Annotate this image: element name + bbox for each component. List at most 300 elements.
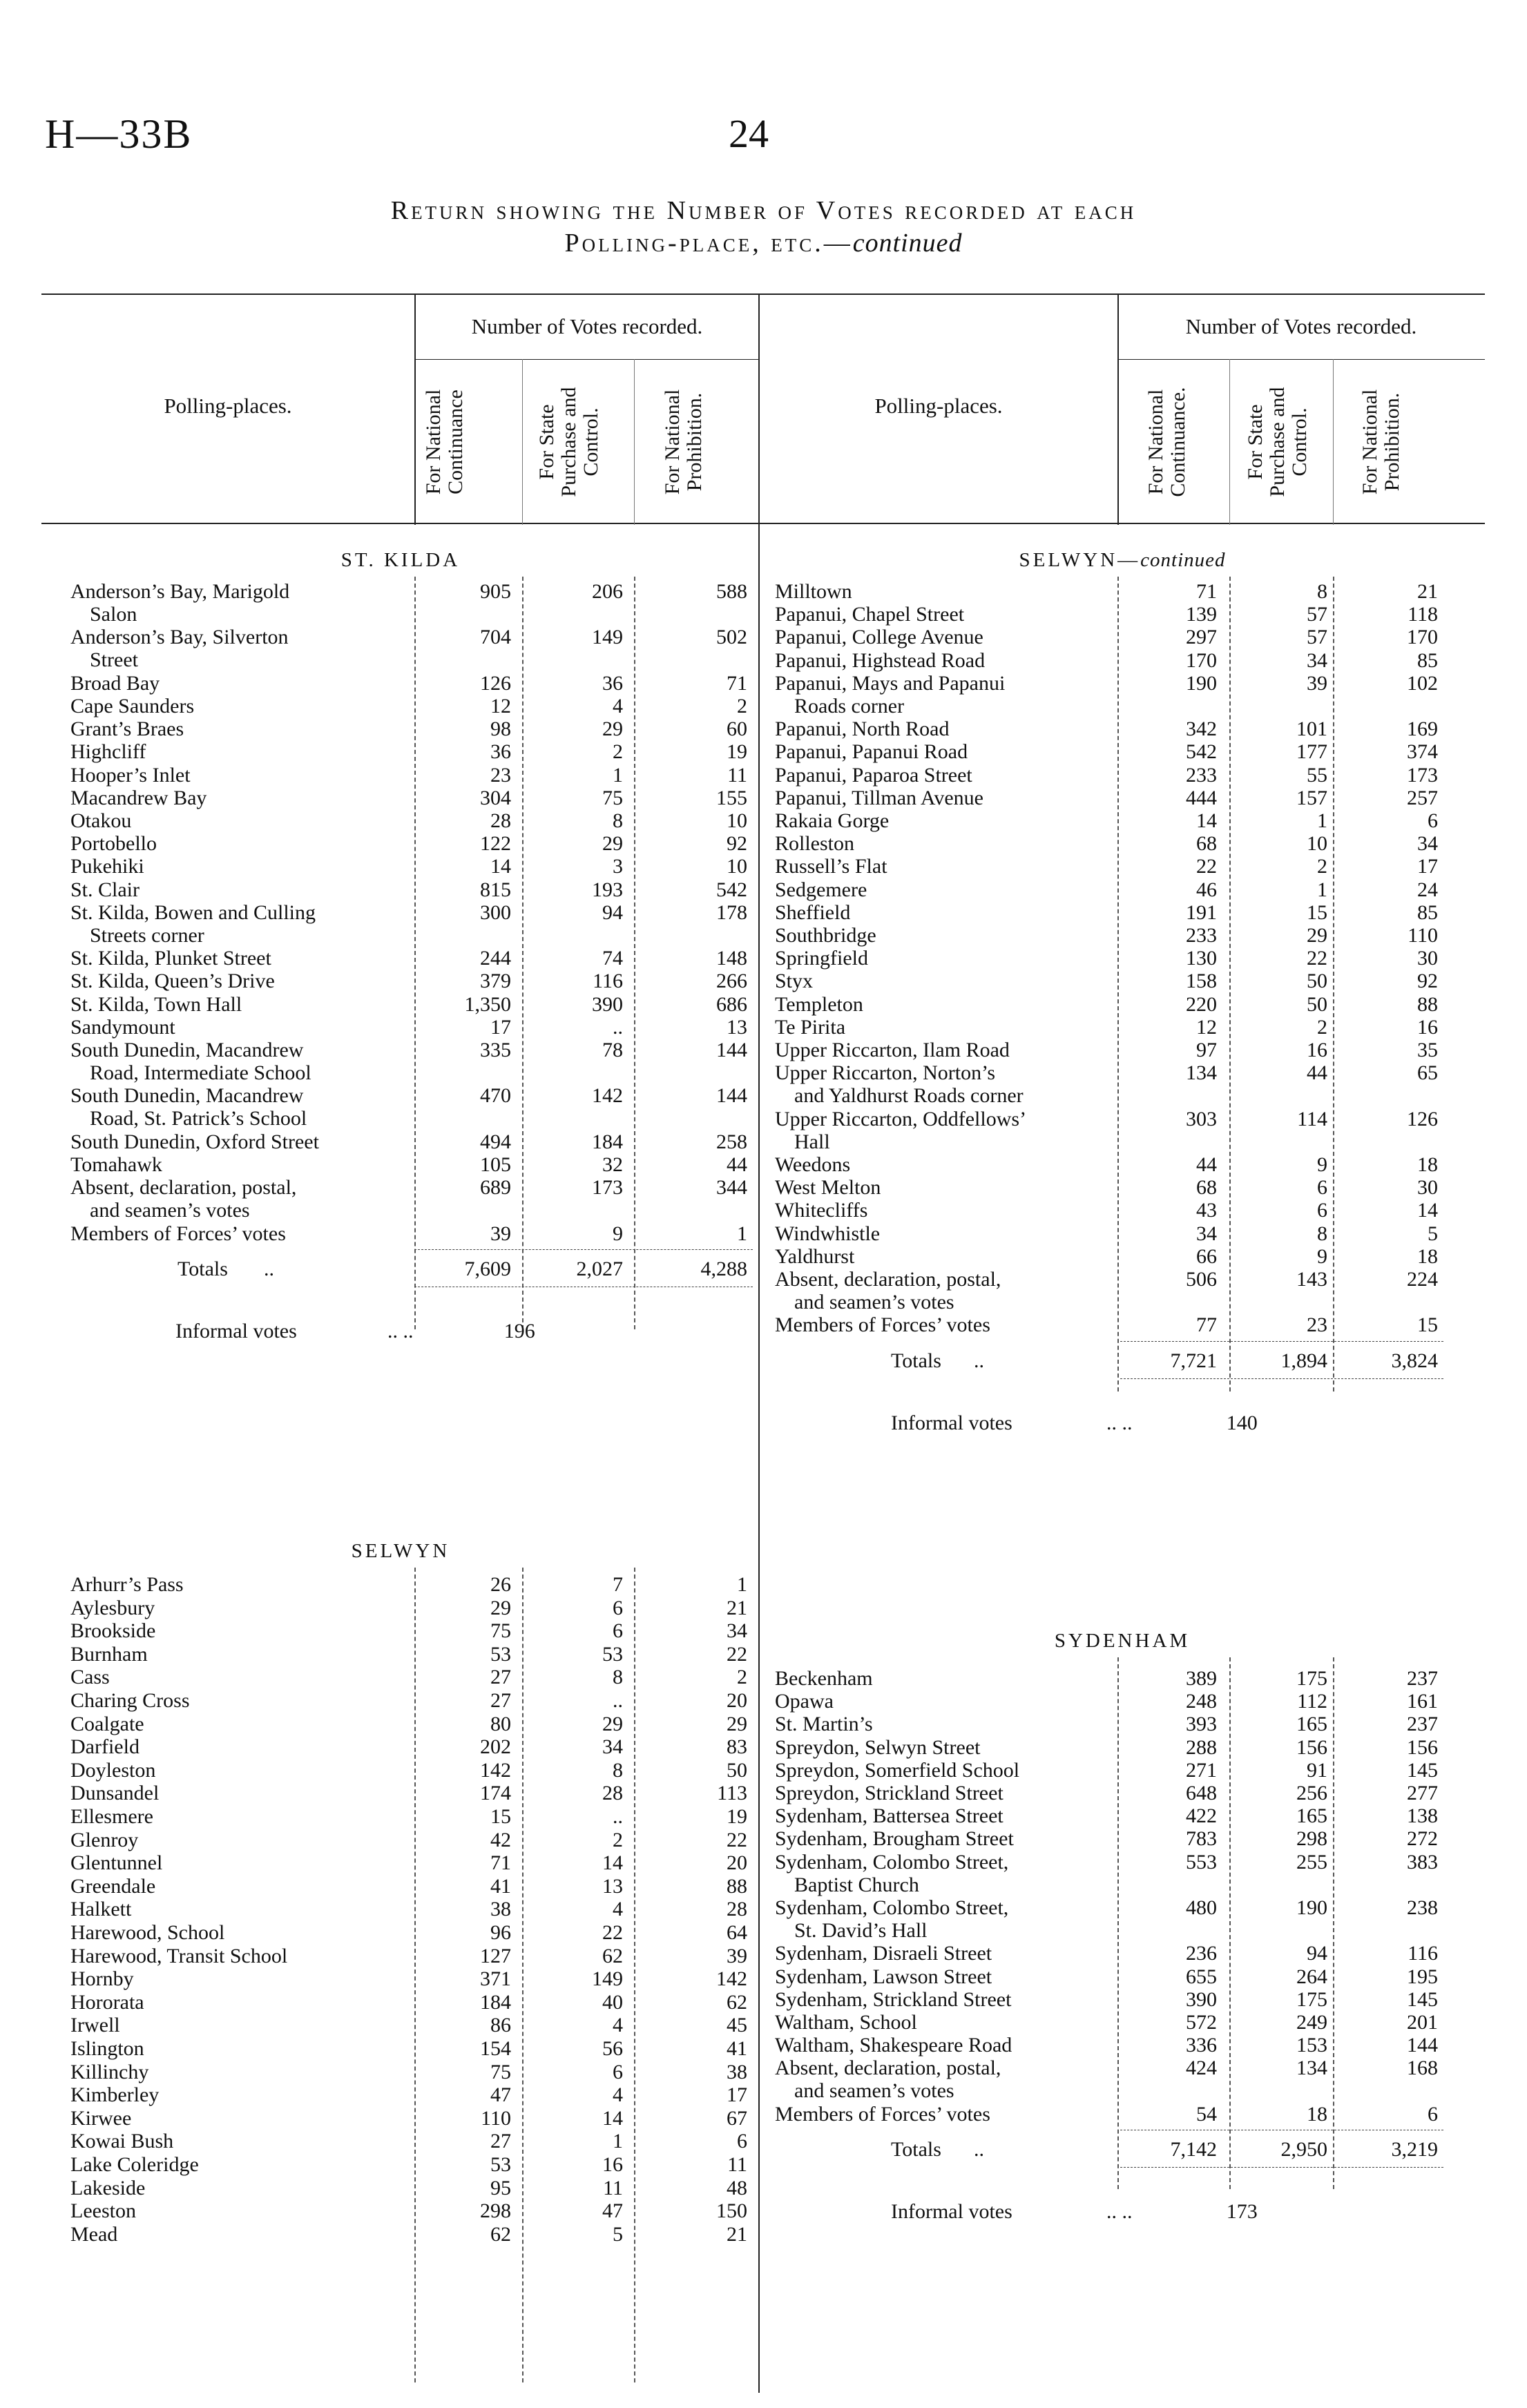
state-control-votes: 6 (1317, 1176, 1327, 1200)
table-row (70, 2153, 761, 2176)
polling-place-line-2: and seamen’s votes (794, 1291, 954, 1313)
polling-place-line: Rolleston (775, 832, 855, 856)
polling-place-line: Sydenham, Colombo Street, (775, 1850, 1009, 1874)
polling-place-line: Islington (70, 2037, 144, 2060)
state-control-votes: 190 (1296, 1896, 1327, 1919)
polling-place-line: Kimberley (70, 2083, 160, 2107)
table-row (70, 1782, 761, 1804)
table-row (775, 855, 1486, 878)
table-row (775, 1690, 1486, 1713)
votes-group-header-left: Number of Votes recorded. (471, 314, 703, 338)
polling-place-name (775, 1851, 1120, 1896)
total-prohibition: 3,219 (1391, 2138, 1438, 2161)
polling-place-name (775, 1039, 1120, 1061)
polling-place-name (775, 1313, 1120, 1336)
prohibition-votes: 85 (1417, 900, 1438, 924)
continuance-votes: 28 (490, 809, 511, 832)
polling-place-line: Absent, declaration, postal, (70, 1176, 297, 1200)
state-control-votes: 16 (602, 2153, 623, 2176)
prohibition-votes: 142 (716, 1967, 747, 1991)
state-control-votes: 8 (613, 1758, 623, 1782)
polling-place-name (70, 2130, 402, 2152)
polling-place-line: Absent, declaration, postal, (775, 2057, 1001, 2080)
polling-place-name (70, 695, 402, 717)
prohibition-votes: 201 (1407, 2011, 1438, 2034)
polling-place-line: Charing Cross (70, 1689, 190, 1712)
state-control-votes: 165 (1296, 1713, 1327, 1736)
polling-place-name (70, 787, 402, 809)
state-control-votes: 156 (1296, 1735, 1327, 1759)
continuance-votes: 506 (1186, 1268, 1217, 1291)
prohibition-votes: 686 (716, 992, 747, 1016)
state-control-votes: 1 (613, 2130, 623, 2153)
prohibition-votes: 173 (1407, 763, 1438, 787)
table-row (70, 764, 761, 787)
table-row (775, 1176, 1486, 1199)
section-title-sydenham: SYDENHAM (1054, 1630, 1191, 1652)
table-row (775, 947, 1486, 970)
prohibition-votes: 169 (1407, 717, 1438, 741)
table-row (775, 1667, 1486, 1690)
continuance-votes: 41 (490, 1874, 511, 1898)
table-row (70, 1713, 761, 1735)
polling-places-header-right: Polling-places. (874, 394, 1003, 418)
continuance-votes: 75 (490, 1619, 511, 1643)
continuance-votes: 68 (1196, 832, 1217, 856)
col-header-line: For National (1358, 389, 1381, 495)
polling-place-line: Glenroy (70, 1828, 139, 1851)
polling-place-name (775, 764, 1120, 787)
col-header-line: Control. (1288, 407, 1311, 476)
polling-place-line: Pukehiki (70, 855, 144, 878)
polling-place-line: Waltham, School (775, 2011, 917, 2034)
table-row (70, 1016, 761, 1039)
state-control-votes: 114 (1297, 1107, 1327, 1130)
polling-place-line: Papanui, College Avenue (775, 626, 983, 649)
total-continuance: 7,609 (464, 1257, 511, 1280)
continuance-votes: 783 (1186, 1827, 1217, 1851)
table-row (775, 1827, 1486, 1850)
polling-place-line-2: Street (90, 648, 138, 672)
table-row (70, 2061, 761, 2083)
col-continuance-header-left (423, 366, 467, 518)
prohibition-votes: 257 (1407, 786, 1438, 809)
continuance-votes: 38 (490, 1898, 511, 1921)
polling-place-line: Te Pirita (775, 1015, 846, 1039)
state-control-votes: 50 (1307, 992, 1327, 1016)
polling-place-name (775, 1827, 1120, 1850)
table-row (70, 1851, 761, 1874)
prohibition-votes: 17 (727, 2083, 747, 2107)
prohibition-votes: 65 (1417, 1061, 1438, 1085)
polling-place-line: Beckenham (775, 1667, 873, 1690)
state-control-votes: 29 (1307, 924, 1327, 947)
polling-place-name (775, 1176, 1120, 1199)
state-control-votes: 3 (613, 855, 623, 878)
polling-place-name (775, 1690, 1120, 1713)
state-control-votes: 6 (1317, 1199, 1327, 1222)
table-row (775, 1782, 1486, 1804)
polling-place-line-2: Salon (90, 603, 137, 626)
prohibition-votes: 21 (727, 2222, 747, 2246)
totals-label: Totals (891, 1349, 941, 1372)
polling-place-line: Spreydon, Strickland Street (775, 1782, 1003, 1804)
table-row (70, 1573, 761, 1596)
continuance-votes: 905 (480, 580, 511, 603)
col-state-purchase-header-right (1245, 366, 1311, 518)
state-control-votes: 264 (1296, 1965, 1327, 1988)
polling-place-name (70, 2177, 402, 2199)
table-row (70, 1084, 761, 1130)
polling-place-line: Sydenham, Colombo Street, (775, 1896, 1009, 1919)
state-control-votes: 39 (1307, 671, 1327, 695)
page-number: 24 (729, 111, 769, 156)
polling-place-line: Otakou (70, 809, 132, 832)
table-row (775, 580, 1486, 603)
leader-dots: .. .. (1106, 2200, 1133, 2223)
state-control-votes: 256 (1296, 1782, 1327, 1804)
polling-place-name (70, 1782, 402, 1804)
state-control-votes: 14 (602, 2106, 623, 2130)
polling-place-line: Doyleston (70, 1758, 156, 1782)
continuance-votes: 689 (480, 1176, 511, 1200)
prohibition-votes: 11 (727, 2153, 747, 2176)
col-header-line: For State (1244, 404, 1267, 480)
table-row (775, 1061, 1486, 1108)
state-control-votes: 8 (613, 809, 623, 832)
prohibition-votes: 266 (716, 970, 747, 993)
polling-place-name (775, 1061, 1120, 1107)
polling-place-name (775, 1108, 1120, 1153)
state-control-votes: 1 (1317, 809, 1327, 832)
polling-place-line: Springfield (775, 947, 868, 970)
prohibition-votes: 237 (1407, 1667, 1438, 1690)
state-control-votes: 116 (593, 970, 623, 993)
polling-place-line: Weedons (775, 1153, 851, 1176)
table-row (70, 947, 761, 970)
prohibition-votes: 30 (1417, 1176, 1438, 1200)
prohibition-votes: 45 (727, 2014, 747, 2037)
polling-place-name (70, 901, 402, 947)
polling-place-name (775, 1759, 1120, 1782)
continuance-votes: 27 (490, 2130, 511, 2153)
polling-place-name (775, 672, 1120, 717)
continuance-votes: 170 (1186, 648, 1217, 672)
polling-place-name (775, 970, 1120, 992)
table-row (775, 1713, 1486, 1735)
table-row (775, 1222, 1486, 1245)
prohibition-votes: 156 (1407, 1735, 1438, 1759)
continuance-votes: 142 (480, 1758, 511, 1782)
state-control-votes: 2 (613, 740, 623, 764)
polling-place-line-2: Baptist Church (794, 1873, 919, 1896)
prohibition-votes: 20 (727, 1851, 747, 1875)
totals-bottom-rule (1120, 1378, 1443, 1379)
polling-place-name (775, 1965, 1120, 1988)
state-control-votes: 175 (1296, 1987, 1327, 2011)
prohibition-votes: 145 (1407, 1758, 1438, 1782)
continuance-votes: 220 (1186, 992, 1217, 1016)
table-row (775, 1313, 1486, 1336)
prohibition-votes: 29 (727, 1712, 747, 1735)
prohibition-votes: 48 (727, 2176, 747, 2199)
state-control-votes: 1 (1317, 878, 1327, 901)
polling-place-line: Broad Bay (70, 671, 160, 695)
col-header-line: Continuance. (1166, 387, 1189, 497)
totals-label: Totals (891, 2138, 941, 2161)
state-control-votes: 298 (1296, 1827, 1327, 1851)
col-header-line: Continuance (444, 389, 467, 494)
table-row (775, 1199, 1486, 1222)
state-control-votes: 13 (602, 1874, 623, 1898)
state-control-votes: 62 (602, 1944, 623, 1967)
continuance-votes: 248 (1186, 1690, 1217, 1713)
state-control-votes: 55 (1307, 763, 1327, 787)
prohibition-votes: 24 (1417, 878, 1438, 901)
polling-place-name (70, 1643, 402, 1666)
polling-place-name (775, 993, 1120, 1016)
polling-place-name (775, 924, 1120, 947)
prohibition-votes: 19 (727, 1805, 747, 1828)
continuance-votes: 1,350 (464, 992, 511, 1016)
polling-place-line: Styx (775, 970, 814, 993)
left-col3-rule (634, 359, 635, 525)
continuance-votes: 14 (490, 855, 511, 878)
polling-place-line: South Dunedin, Macandrew (70, 1084, 304, 1108)
prohibition-votes: 116 (1408, 1942, 1438, 1965)
table-row (775, 878, 1486, 901)
prohibition-votes: 62 (727, 1990, 747, 2014)
table-row (775, 901, 1486, 924)
table-row (70, 672, 761, 695)
continuance-votes: 470 (480, 1084, 511, 1108)
polling-place-name (775, 1667, 1120, 1690)
continuance-votes: 44 (1196, 1153, 1217, 1176)
continuance-votes: 77 (1196, 1313, 1217, 1337)
polling-place-line: Milltown (775, 580, 852, 603)
total-prohibition: 4,288 (700, 1257, 747, 1280)
state-control-votes: 177 (1296, 740, 1327, 764)
polling-place-line: Absent, declaration, postal, (775, 1268, 1001, 1291)
polling-place-name (775, 947, 1120, 970)
polling-place-line: Members of Forces’ votes (775, 1313, 990, 1337)
polling-place-name (775, 1804, 1120, 1827)
prohibition-votes: 6 (1428, 2102, 1438, 2126)
state-control-votes: 2 (613, 1828, 623, 1851)
section-title-selwyn: SELWYN (351, 1540, 450, 1562)
polling-place-name (70, 809, 402, 832)
table-row (70, 1222, 761, 1245)
state-control-votes: 57 (1307, 626, 1327, 649)
col-continuance-header-right (1145, 366, 1189, 518)
polling-place-name (775, 1713, 1120, 1735)
state-control-votes: 14 (602, 1851, 623, 1875)
continuance-votes: 17 (490, 1015, 511, 1039)
section-title-continued: continued (1140, 549, 1226, 571)
prohibition-votes: 144 (1407, 2034, 1438, 2057)
state-control-votes: 9 (613, 1222, 623, 1245)
polling-place-line: Sydenham, Disraeli Street (775, 1942, 992, 1965)
polling-place-name (775, 2011, 1120, 2034)
state-control-votes: 44 (1307, 1061, 1327, 1085)
state-control-votes: 2 (1317, 1015, 1327, 1039)
prohibition-votes: 2 (737, 1666, 747, 1689)
informal-votes-label: Informal votes (175, 1319, 297, 1342)
polling-place-line: Sheffield (775, 900, 851, 924)
continuance-votes: 130 (1186, 947, 1217, 970)
table-row (775, 740, 1486, 763)
section-title-st-kilda: ST. KILDA (340, 549, 461, 571)
prohibition-votes: 15 (1417, 1313, 1438, 1337)
continuance-votes: 335 (480, 1039, 511, 1061)
table-row (775, 787, 1486, 809)
state-control-votes: 34 (602, 1735, 623, 1759)
totals-row (775, 1349, 1486, 1372)
table-row (775, 924, 1486, 947)
prohibition-votes: 10 (727, 809, 747, 832)
polling-place-line: Leeston (70, 2199, 136, 2223)
prohibition-votes: 67 (727, 2106, 747, 2130)
state-control-votes: 153 (1296, 2034, 1327, 2057)
polling-place-name (775, 1222, 1120, 1245)
col-header-line: Prohibition. (683, 392, 706, 492)
state-control-votes: 29 (602, 1712, 623, 1735)
polling-place-name (70, 2199, 402, 2222)
table-row (775, 1804, 1486, 1827)
table-row (70, 1829, 761, 1851)
polling-place-name (775, 717, 1120, 740)
prohibition-votes: 344 (716, 1176, 747, 1200)
polling-place-line: Glentunnel (70, 1851, 163, 1875)
prohibition-votes: 18 (1417, 1153, 1438, 1176)
section-title-selwyn-continued (760, 549, 1485, 572)
state-control-votes: 9 (1317, 1244, 1327, 1268)
prohibition-votes: 18 (1417, 1244, 1438, 1268)
state-control-votes: 18 (1307, 2102, 1327, 2126)
state-control-votes: 149 (592, 1967, 623, 1991)
state-control-votes: .. (613, 1805, 623, 1828)
polling-place-name (775, 1199, 1120, 1222)
continuance-votes: 553 (1186, 1850, 1217, 1874)
prohibition-votes: 34 (727, 1619, 747, 1643)
table-row (70, 717, 761, 740)
continuance-votes: 46 (1196, 878, 1217, 901)
totals-row (775, 2138, 1486, 2161)
table-row (70, 1643, 761, 1666)
prohibition-votes: 39 (727, 1944, 747, 1967)
col-header-line: For National (661, 389, 684, 495)
prohibition-votes: 144 (716, 1039, 747, 1061)
polling-place-name (775, 649, 1120, 672)
polling-place-line: Spreydon, Somerfield School (775, 1758, 1020, 1782)
leader-dots: .. .. (387, 1319, 414, 1342)
continuance-votes: 86 (490, 2014, 511, 2037)
state-control-votes: 94 (1307, 1942, 1327, 1965)
continuance-votes: 191 (1186, 900, 1217, 924)
table-row (70, 1991, 761, 2014)
polling-place-line: Papanui, Tillman Avenue (775, 786, 983, 809)
totals-bottom-rule (1120, 2167, 1443, 2168)
prohibition-votes: 1 (737, 1222, 747, 1245)
polling-place-line: Upper Riccarton, Ilam Road (775, 1039, 1010, 1061)
state-control-votes: 142 (592, 1084, 623, 1108)
continuance-votes: 244 (480, 947, 511, 970)
polling-place-line: St. Clair (70, 878, 140, 901)
table-row (70, 1875, 761, 1898)
continuance-votes: 134 (1186, 1061, 1217, 1085)
polling-place-line-2: Hall (794, 1130, 830, 1153)
prohibition-votes: 383 (1407, 1850, 1438, 1874)
polling-place-name (70, 855, 402, 878)
prohibition-votes: 277 (1407, 1782, 1438, 1804)
prohibition-votes: 118 (1408, 603, 1438, 626)
polling-place-line: Opawa (775, 1690, 834, 1713)
continuance-votes: 71 (1196, 580, 1217, 603)
state-control-votes: 28 (602, 1782, 623, 1805)
table-row (70, 1130, 761, 1153)
table-row (775, 717, 1486, 740)
prohibition-votes: 21 (1417, 580, 1438, 603)
polling-place-name (775, 1942, 1120, 1965)
table-row (70, 2199, 761, 2222)
col-header-line: Control. (579, 407, 602, 476)
continuance-votes: 110 (481, 2106, 511, 2130)
header-top-rule (41, 293, 1485, 295)
state-control-votes: 29 (602, 832, 623, 856)
polling-place-name (70, 832, 402, 855)
informal-votes-value: 173 (1226, 2200, 1258, 2223)
polling-place-line: Rakaia Gorge (775, 809, 890, 832)
table-row (775, 1736, 1486, 1759)
table-row (775, 970, 1486, 992)
prohibition-votes: 17 (1417, 855, 1438, 878)
continuance-votes: 154 (480, 2037, 511, 2060)
col-prohibition-header-right (1359, 366, 1403, 518)
polling-place-name (70, 1619, 402, 1642)
continuance-votes: 80 (490, 1712, 511, 1735)
total-continuance: 7,721 (1170, 1349, 1217, 1372)
continuance-votes: 122 (480, 832, 511, 856)
prohibition-votes: 110 (1408, 924, 1438, 947)
polling-place-name (70, 970, 402, 992)
polling-place-line: Hororata (70, 1990, 144, 2014)
continuance-votes: 126 (480, 671, 511, 695)
state-control-votes: 74 (602, 947, 623, 970)
polling-place-name (70, 993, 402, 1016)
prohibition-votes: 224 (1407, 1268, 1438, 1291)
continuance-votes: 572 (1186, 2011, 1217, 2034)
polling-place-name (70, 2107, 402, 2130)
state-control-votes: 40 (602, 1990, 623, 2014)
polling-place-name (70, 626, 402, 671)
table-row (775, 809, 1486, 832)
prohibition-votes: 6 (1428, 809, 1438, 832)
page-reference: H—33B (45, 111, 193, 157)
state-control-votes: 32 (602, 1153, 623, 1176)
continuance-votes: 288 (1186, 1735, 1217, 1759)
table-row (775, 2103, 1486, 2126)
continuance-votes: 304 (480, 786, 511, 809)
polling-place-name (70, 764, 402, 787)
continuance-votes: 393 (1186, 1713, 1217, 1736)
state-control-votes: .. (613, 1689, 623, 1712)
state-control-votes: 4 (613, 2014, 623, 2037)
polling-place-line: Cass (70, 1666, 110, 1689)
continuance-votes: 96 (490, 1921, 511, 1944)
polling-place-name (70, 1130, 402, 1153)
state-control-votes: 173 (592, 1176, 623, 1200)
polling-place-name (70, 1222, 402, 1245)
